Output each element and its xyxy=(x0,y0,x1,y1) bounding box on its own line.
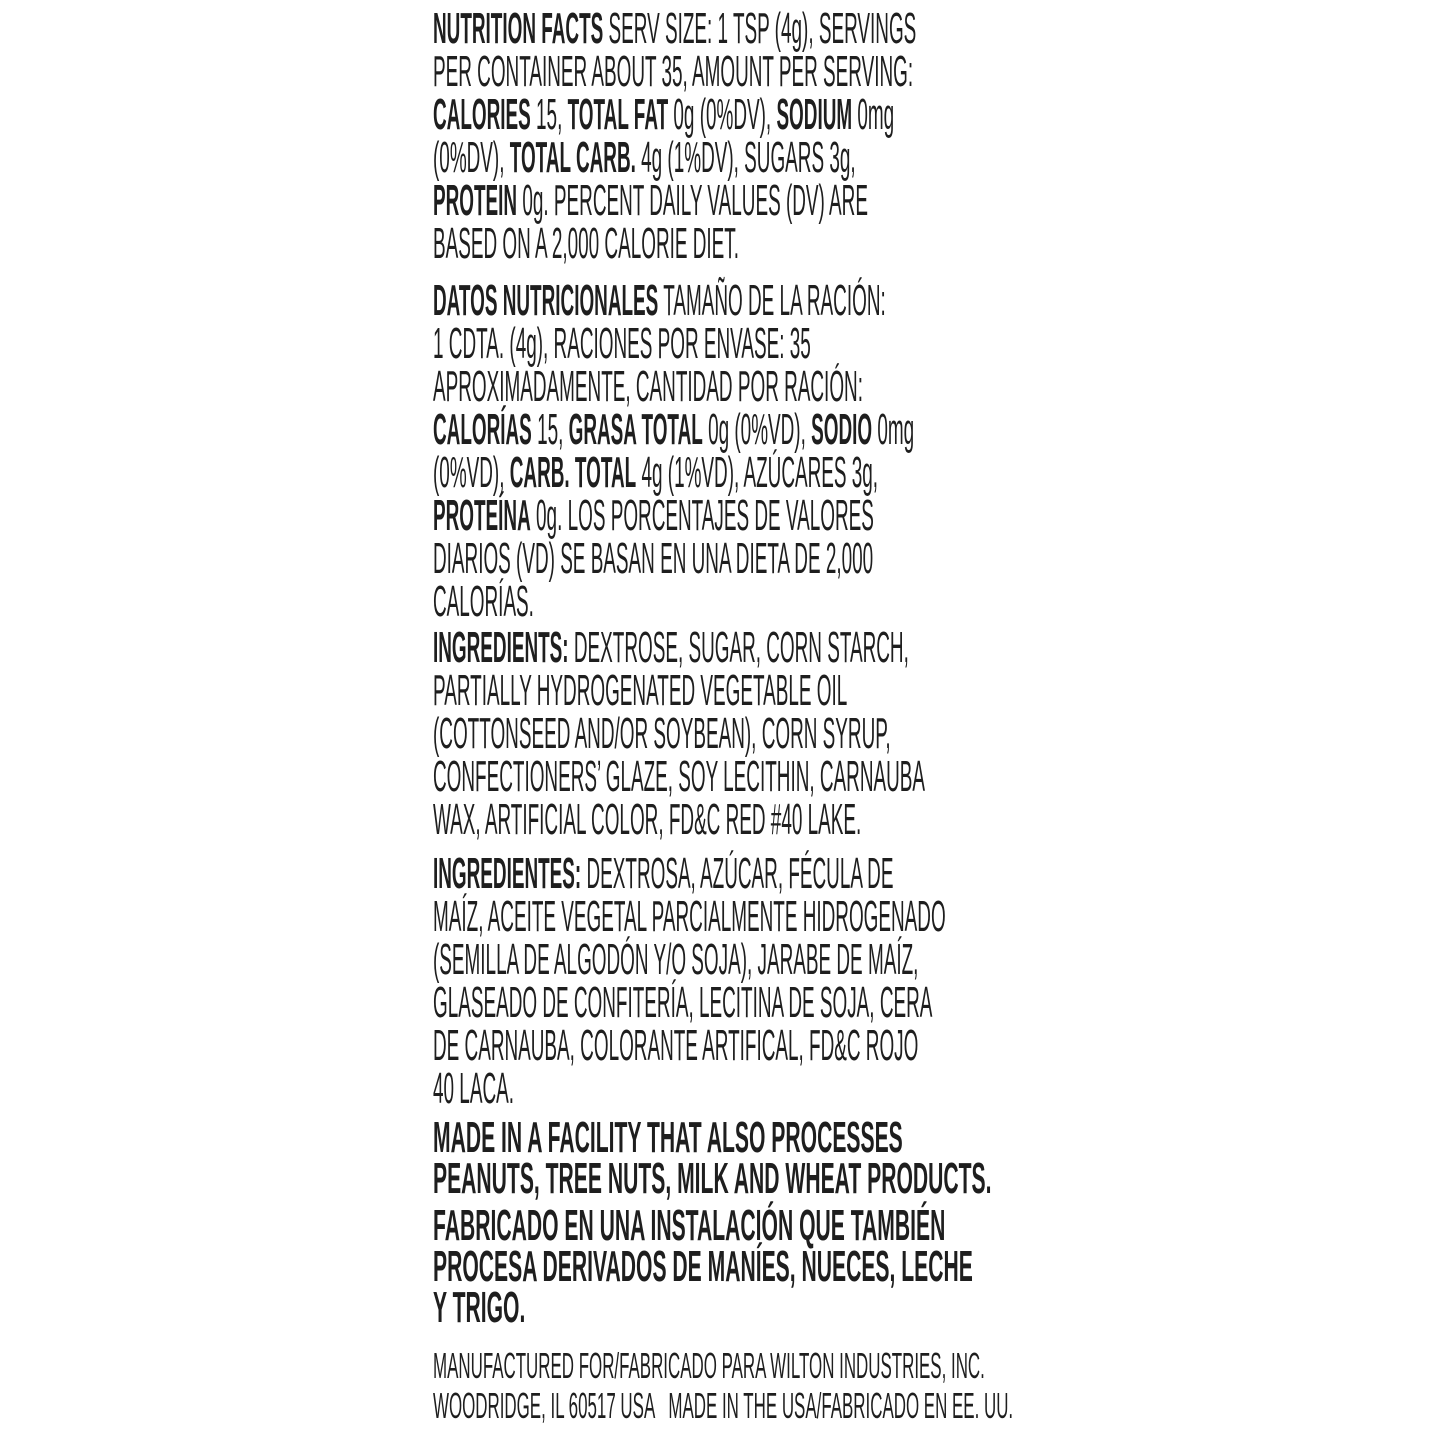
label-text-line: PROTEÍNA 0g. LOS PORCENTAJES DE VALORES xyxy=(433,491,874,540)
label-text-line: MAÍZ, ACEITE VEGETAL PARCIALMENTE HIDROGENADO xyxy=(433,892,946,941)
label-text-line: (0%DV), TOTAL CARB. 4g (1%DV), SUGARS 3g, xyxy=(433,133,856,182)
label-text-line: BASED ON A 2,000 CALORIE DIET. xyxy=(433,219,740,268)
label-text-line: PARTIALLY HYDROGENATED VEGETABLE OIL xyxy=(433,666,848,715)
manufacturer-footer xyxy=(433,1346,1091,1426)
label-text-line: DIARIOS (VD) SE BASAN EN UNA DIETA DE 2,000 xyxy=(433,534,874,583)
label-text-column xyxy=(433,0,1445,1445)
label-text-line: Y TRIGO. xyxy=(433,1283,526,1332)
label-text-line: WOODRIDGE, IL 60517 USA MADE IN THE USA/FABRICADO EN EE. UU. xyxy=(433,1385,1014,1426)
allergen-statement-en xyxy=(433,1113,1105,1203)
label-text-line: PROTEIN 0g. PERCENT DAILY VALUES (DV) ARE xyxy=(433,176,868,225)
label-text-line: PEANUTS, TREE NUTS, MILK AND WHEAT PRODUCTS. xyxy=(433,1154,992,1203)
label-text-line: DE CARNAUBA, COLORANTE ARTIFICAL, FD&C ROJO xyxy=(433,1021,919,1070)
label-text-line: 1 CDTA. (4g), RACIONES POR ENVASE: 35 xyxy=(433,319,811,368)
label-text-line: CALORÍAS. xyxy=(433,577,534,626)
label-text-line: INGREDIENTES: DEXTROSA, AZÚCAR, FÉCULA DE xyxy=(433,849,894,898)
label-text-line: PER CONTAINER ABOUT 35, AMOUNT PER SERVING: xyxy=(433,47,914,96)
allergen-statement-es xyxy=(433,1201,1105,1332)
label-text-line: MADE IN A FACILITY THAT ALSO PROCESSES xyxy=(433,1113,903,1162)
datos-nutricionales-es-paragraph xyxy=(433,276,1035,626)
label-text-line: (COTTONSEED AND/OR SOYBEAN), CORN SYRUP, xyxy=(433,709,891,758)
label-text-line: NUTRITION FACTS SERV SIZE: 1 TSP (4g), SERVINGS xyxy=(433,4,917,53)
label-text-line: CONFECTIONERS’ GLAZE, SOY LECITHIN, CARNAUBA xyxy=(433,752,926,801)
label-text-line: (SEMILLA DE ALGODÓN Y/O SOJA), JARABE DE MAÍZ, xyxy=(433,935,919,984)
label-text-line: INGREDIENTS: DEXTROSE, SUGAR, CORN STARCH, xyxy=(433,623,909,672)
ingredients-en-paragraph xyxy=(433,623,1035,844)
label-text-line: CALORIES 15, TOTAL FAT 0g (0%DV), SODIUM 0mg xyxy=(433,90,895,139)
ingredientes-es-paragraph xyxy=(433,849,1035,1113)
label-text-line: CALORÍAS 15, GRASA TOTAL 0g (0%VD), SODIO 0mg xyxy=(433,405,915,454)
label-text-line: FABRICADO EN UNA INSTALACIÓN QUE TAMBIÉN xyxy=(433,1201,946,1250)
label-text-line: 40 LACA. xyxy=(433,1064,514,1113)
label-text-line: DATOS NUTRICIONALES TAMAÑO DE LA RACIÓN: xyxy=(433,276,886,325)
label-text-line: GLASEADO DE CONFITERÍA, LECITINA DE SOJA, CERA xyxy=(433,978,933,1027)
label-text-line: (0%VD), CARB. TOTAL 4g (1%VD), AZÚCARES 3g, xyxy=(433,448,879,497)
label-text-line: PROCESA DERIVADOS DE MANÍES, NUECES, LECHE xyxy=(433,1242,973,1291)
label-text-line: APROXIMADAMENTE, CANTIDAD POR RACIÓN: xyxy=(433,362,863,411)
label-text-line: WAX, ARTIFICIAL COLOR, FD&C RED #40 LAKE. xyxy=(433,795,862,844)
label-text-line: MANUFACTURED FOR/FABRICADO PARA WILTON INDUSTRIES, INC. xyxy=(433,1345,985,1386)
nutrition-facts-en-paragraph xyxy=(433,4,1035,268)
